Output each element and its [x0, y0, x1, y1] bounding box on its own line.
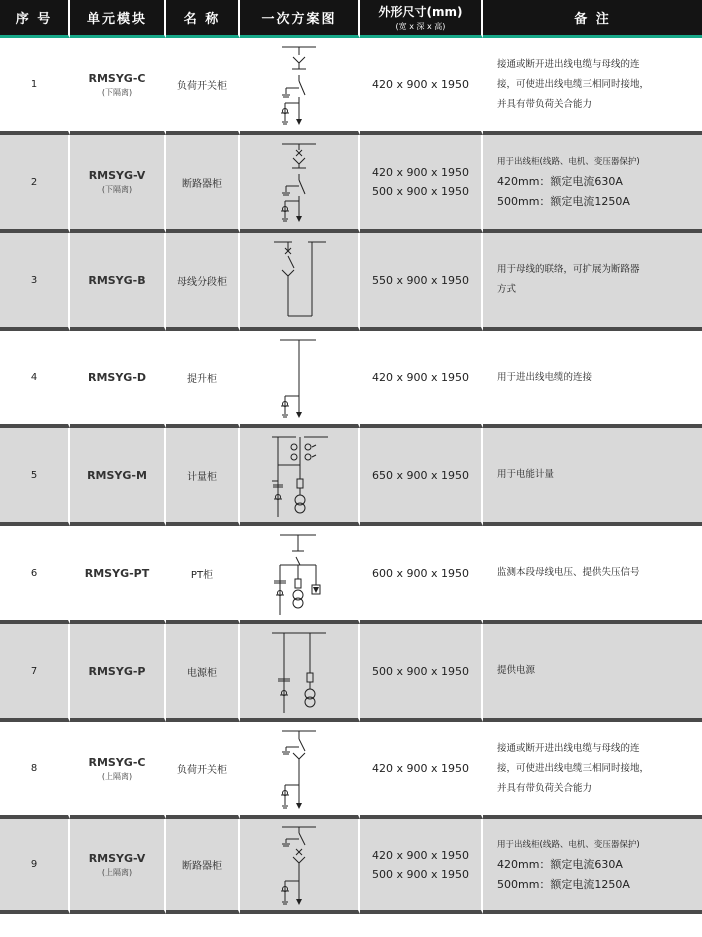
unit-code: RMSYG-M — [87, 468, 147, 482]
note-line: 接，可使进出线电缆三相同时接地， — [497, 762, 650, 774]
row-name: 断路器柜 — [166, 135, 240, 233]
note-line: 500mm：额定电流1250A — [497, 877, 630, 891]
row-size — [360, 624, 483, 722]
row-seq: 5 — [0, 428, 70, 526]
row-note — [483, 526, 702, 624]
row-size — [360, 428, 483, 526]
size-line-1: 650 x 900 x 1950 — [372, 468, 469, 482]
row-unit — [70, 135, 166, 233]
note-line: 提供电源 — [497, 665, 536, 676]
row-diagram — [240, 135, 360, 233]
row-seq: 3 — [0, 233, 70, 331]
note-line: 接通或断开进出线电缆与母线的连 — [497, 58, 640, 70]
header-diagram: 一次方案图 — [240, 0, 360, 38]
row-diagram — [240, 819, 360, 914]
row-note — [483, 233, 702, 331]
row-diagram — [240, 722, 360, 819]
metering-diagram — [260, 431, 338, 519]
row-seq: 7 — [0, 624, 70, 722]
row-seq: 1 — [0, 38, 70, 135]
table-row — [0, 722, 702, 819]
size-line-1: 550 x 900 x 1950 — [372, 273, 469, 287]
row-size — [360, 526, 483, 624]
note-line: 用于出线柜(线路、电机、变压器保护) — [497, 157, 640, 167]
row-diagram — [240, 428, 360, 526]
row-unit — [70, 526, 166, 624]
row-unit — [70, 38, 166, 135]
note-line: 用于进出线电缆的连接 — [497, 371, 593, 383]
row-seq: 8 — [0, 722, 70, 819]
note-line: 用于母线的联络，可扩展为断路器 — [497, 264, 640, 275]
note-line: 方式 — [497, 284, 517, 295]
breaker-lower-diagram — [260, 138, 338, 226]
header-row — [0, 0, 702, 38]
unit-sub: (下隔离) — [101, 185, 133, 194]
table-row — [0, 233, 702, 331]
size-line-1: 500 x 900 x 1950 — [372, 664, 469, 678]
table-row — [0, 135, 702, 233]
row-note — [483, 722, 702, 819]
note-line: 接，可使进出线电缆三相同时接地， — [497, 78, 650, 90]
note-line: 并具有带负荷关合能力 — [497, 782, 593, 794]
bus-section-diagram — [260, 236, 338, 324]
note-line: 用于出线柜(线路、电机、变压器保护) — [497, 839, 640, 850]
size-line-2: 500 x 900 x 1950 — [372, 867, 469, 881]
row-note — [483, 819, 702, 914]
breaker-upper-diagram — [260, 821, 338, 909]
table-row — [0, 331, 702, 428]
unit-sub: (上隔离) — [101, 771, 133, 781]
size-line-2: 500 x 900 x 1950 — [372, 185, 469, 198]
note-line: 用于电能计量 — [497, 469, 555, 480]
unit-code: RMSYG-PT — [84, 566, 150, 580]
size-line-1: 420 x 900 x 1950 — [372, 762, 469, 775]
row-size — [360, 135, 483, 233]
row-size — [360, 38, 483, 135]
row-diagram — [240, 624, 360, 722]
load-switch-upper-diagram — [260, 725, 338, 813]
row-name: 提升柜 — [166, 331, 240, 428]
row-note — [483, 38, 702, 135]
unit-code: RMSYG-V — [88, 851, 146, 865]
row-name: 电源柜 — [166, 624, 240, 722]
row-seq: 9 — [0, 819, 70, 914]
header-note: 备 注 — [483, 0, 702, 38]
note-line: 接通或断开进出线电缆与母线的连 — [497, 742, 640, 754]
row-name: 计量柜 — [166, 428, 240, 526]
row-size — [360, 331, 483, 428]
size-line-1: 420 x 900 x 1950 — [372, 371, 469, 384]
table-row — [0, 819, 702, 914]
size-line-1: 600 x 900 x 1950 — [372, 566, 469, 580]
pt-diagram — [260, 529, 338, 617]
header-name: 名 称 — [166, 0, 240, 38]
note-line: 500mm：额定电流1250A — [497, 195, 630, 208]
row-unit — [70, 722, 166, 819]
size-line-1: 420 x 900 x 1950 — [372, 166, 469, 179]
row-size — [360, 722, 483, 819]
row-seq: 2 — [0, 135, 70, 233]
header-unit: 单元模块 — [70, 0, 166, 38]
note-line: 并具有带负荷关合能力 — [497, 98, 593, 110]
note-line: 监测本段母线电压、提供失压信号 — [497, 567, 640, 578]
size-line-1: 420 x 900 x 1950 — [372, 848, 469, 862]
row-name: 负荷开关柜 — [166, 722, 240, 819]
row-unit — [70, 428, 166, 526]
unit-code: RMSYG-P — [88, 664, 146, 678]
unit-code: RMSYG-C — [88, 71, 146, 85]
unit-sub: (下隔离) — [101, 87, 133, 97]
row-name: 断路器柜 — [166, 819, 240, 914]
row-note — [483, 331, 702, 428]
row-diagram — [240, 331, 360, 428]
unit-code: RMSYG-C — [88, 755, 146, 769]
row-diagram — [240, 526, 360, 624]
row-note — [483, 624, 702, 722]
row-size — [360, 233, 483, 331]
header-size-sub: (宽 x 深 x 高) — [395, 22, 446, 31]
table-row — [0, 624, 702, 722]
row-seq: 4 — [0, 331, 70, 428]
table-row — [0, 526, 702, 624]
unit-code: RMSYG-B — [88, 273, 146, 287]
row-unit — [70, 331, 166, 428]
header-size — [360, 0, 483, 38]
note-line: 420mm：额定电流630A — [497, 175, 623, 188]
row-name: PT柜 — [166, 526, 240, 624]
row-unit — [70, 233, 166, 331]
row-unit — [70, 624, 166, 722]
table-row — [0, 428, 702, 526]
size-line-1: 420 x 900 x 1950 — [372, 78, 469, 91]
row-diagram — [240, 233, 360, 331]
unit-sub: (上隔离) — [101, 867, 133, 877]
power-supply-diagram — [260, 627, 338, 715]
row-note — [483, 135, 702, 233]
row-name: 母线分段柜 — [166, 233, 240, 331]
row-seq: 6 — [0, 526, 70, 624]
load-switch-lower-diagram — [260, 41, 338, 129]
unit-code: RMSYG-D — [87, 371, 147, 384]
row-unit — [70, 819, 166, 914]
unit-code: RMSYG-V — [88, 169, 146, 182]
header-seq: 序 号 — [0, 0, 70, 38]
row-diagram — [240, 38, 360, 135]
riser-diagram — [260, 334, 338, 422]
table-row — [0, 38, 702, 135]
row-note — [483, 428, 702, 526]
row-size — [360, 819, 483, 914]
header-size-label: 外形尺寸(mm) — [378, 5, 463, 19]
row-name: 负荷开关柜 — [166, 38, 240, 135]
note-line: 420mm：额定电流630A — [497, 857, 623, 871]
